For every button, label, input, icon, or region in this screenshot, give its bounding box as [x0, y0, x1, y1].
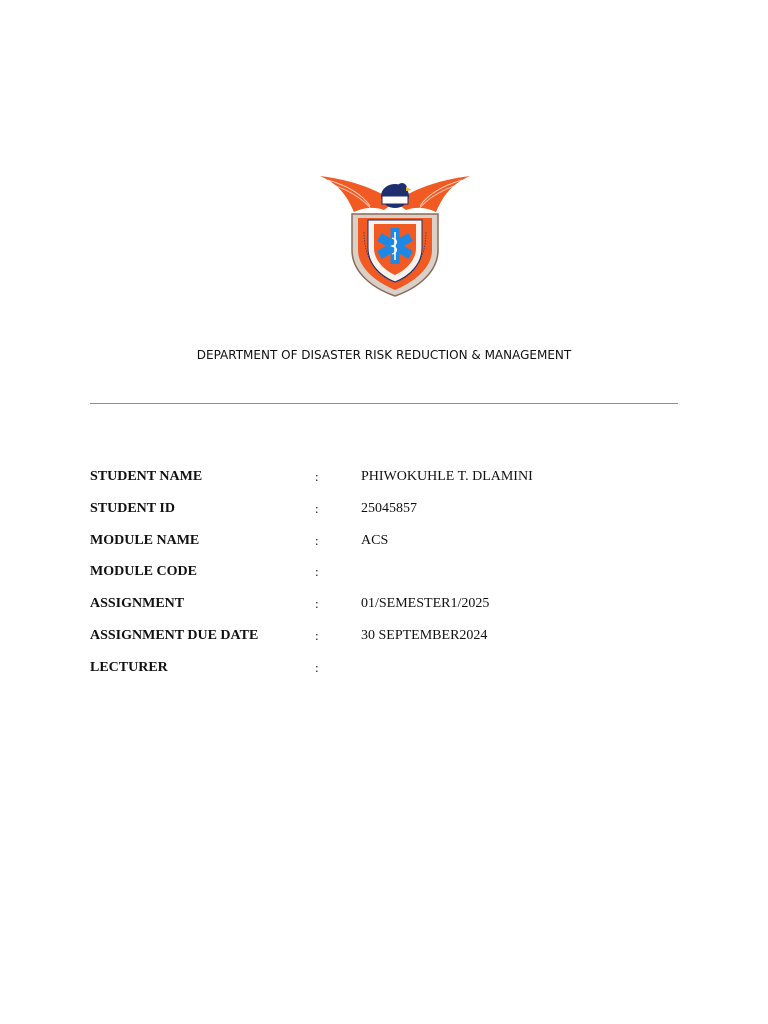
- field-value: PHIWOKUHLE T. DLAMINI: [361, 469, 533, 484]
- field-label: MODULE NAME: [90, 532, 200, 548]
- field-row-assignment-due-date: [90, 625, 690, 657]
- field-label: ASSIGNMENT DUE DATE: [90, 627, 259, 643]
- field-value: 25045857: [361, 500, 417, 516]
- field-separator: :: [315, 532, 319, 548]
- field-row-module-code: [90, 561, 690, 593]
- field-label: STUDENT NAME: [90, 469, 203, 484]
- field-separator: :: [315, 627, 319, 643]
- field-separator: :: [315, 596, 319, 612]
- field-label: STUDENT ID: [90, 500, 175, 516]
- college-crest-logo: [318, 172, 472, 298]
- field-separator: :: [315, 500, 319, 516]
- field-label: ASSIGNMENT: [90, 596, 185, 612]
- college-crest-icon: [318, 172, 472, 298]
- field-row-student-name: [90, 466, 690, 498]
- field-row-student-id: [90, 498, 690, 530]
- field-separator: :: [315, 469, 319, 484]
- field-value: 01/SEMESTER1/2025: [361, 596, 490, 612]
- horizontal-divider: [90, 403, 678, 404]
- student-info-table: [90, 466, 690, 689]
- department-title: DEPARTMENT OF DISASTER RISK REDUCTION & MANAGEMENT: [196, 348, 572, 362]
- field-label: LECTURER: [90, 659, 168, 675]
- field-separator: :: [315, 659, 319, 675]
- field-label: MODULE CODE: [90, 564, 197, 580]
- field-value: ACS: [361, 532, 389, 548]
- field-separator: :: [315, 564, 319, 580]
- field-row-lecturer: [90, 657, 690, 689]
- field-value: 30 SEPTEMBER2024: [361, 627, 488, 643]
- field-row-assignment: [90, 593, 690, 625]
- field-row-module-name: [90, 530, 690, 562]
